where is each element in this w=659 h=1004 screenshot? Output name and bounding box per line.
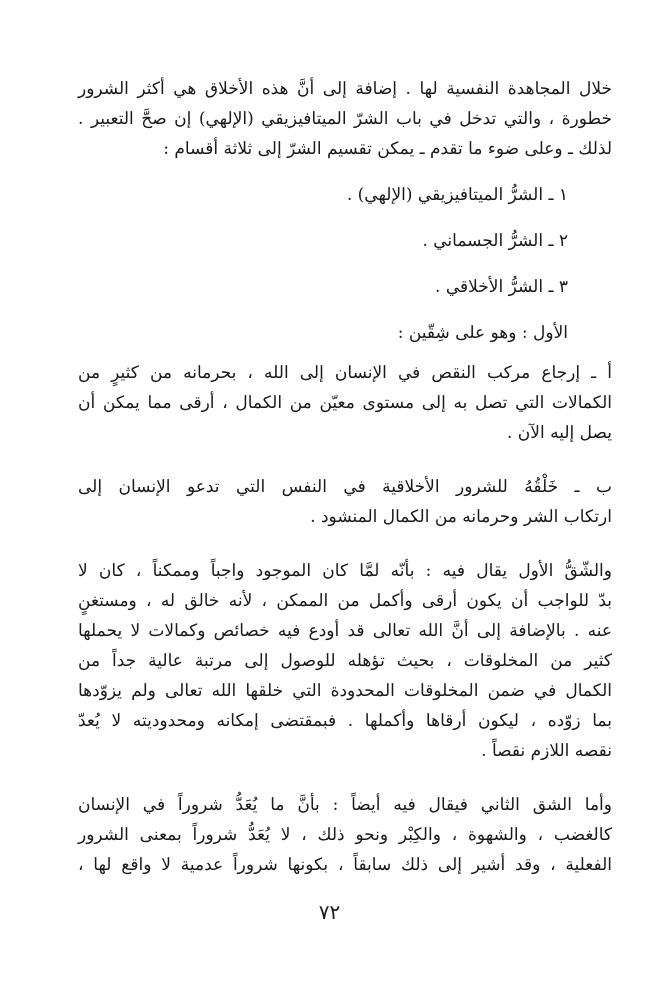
paragraph-first-part [78,556,612,766]
paragraph-b [78,472,612,532]
text-line: كثير من المخلوقات ، بحيث تؤهله للوصول إلى مرتبة عالية جداً من [78,651,612,671]
text-line: عنه . بالإضافة إلى أنَّ الله تعالى قد أودع فيه خصائص وكمالات لا يحملها [78,621,612,641]
intro-paragraph [78,74,612,164]
text-line: نقصه اللازم نقصاً . [481,741,612,761]
text-line: بدّ للواجب أن يكون أرقى وأكمل من الممكن ، لأنه خالق له ، ومستغنٍ [78,591,612,611]
text-line: وأما الشق الثاني فيقال فيه أيضاً : بأنَّ ما يُعَدُّ شروراً في الإنسان [78,795,612,815]
text-line: يصل إليه الآن . [506,423,612,443]
page-number: ٧٢ [318,900,341,924]
paragraph-a [78,358,612,448]
text-line: والشّقُّ الأول يقال فيه : بأنّه لمَّا كان الموجود واجباً وممكناً ، كان لا [78,561,612,581]
text-line: الكمال في ضمن المخلوقات المحدودة التي خلقها الله تعالى ولم يزوّدها [78,681,612,701]
text-line: خلال المجاهدة النفسية لها . إضافة إلى أنَّ هذه الأخلاق هي أكثر الشرور [78,79,612,99]
text-line: بما زوّده ، ليكون أرقاها وأكملها . فبمقتضى إمكانه ومحدوديته لا يُعدّ [78,711,612,731]
page-body [78,74,612,880]
text-line: ب ـ خَلْقُهُ للشرور الأخلاقية في النفس التي تدعو الإنسان إلى [78,477,612,497]
paragraph-second-part [78,790,612,880]
list-item: ١ ـ الشرُّ الميتافيزيقي (الإلهي) . [346,185,568,205]
divisions-list [78,180,612,302]
list-item: ٣ ـ الشرُّ الأخلاقي . [435,277,568,297]
text-line: الفعلية ، وقد أشير إلى ذلك سابقاً ، بكونها شروراً عدمية لا واقع لها ، [78,855,612,875]
section-heading-first: الأول : وهو على شِقّين : [397,323,568,343]
text-line: خطورة ، والتي تدخل في باب الشرّ الميتافيزيقي (الإلهي) إن صحَّ التعبير . [78,109,612,129]
text-line: أ ـ إرجاع مركب النقص في الإنسان إلى الله ، بحرمانه من كثيرٍ من [78,363,612,383]
text-line: الكمالات التي تصل به إلى مستوى معيّن من الكمال ، أرقى مما يمكن أن [78,393,612,413]
text-line: كالغضب ، والشهوة ، والكِبْر ونحو ذلك ، لا يُعَدُّ شروراً بمعنى الشرور [78,825,612,845]
text-line: ارتكاب الشر وحرمانه من الكمال المنشود . [310,507,612,527]
list-item: ٢ ـ الشرُّ الجسماني . [422,231,568,251]
text-line: لذلك ـ وعلى ضوء ما تقدم ـ يمكن تقسيم الشرّ إلى ثلاثة أقسام : [163,139,612,159]
